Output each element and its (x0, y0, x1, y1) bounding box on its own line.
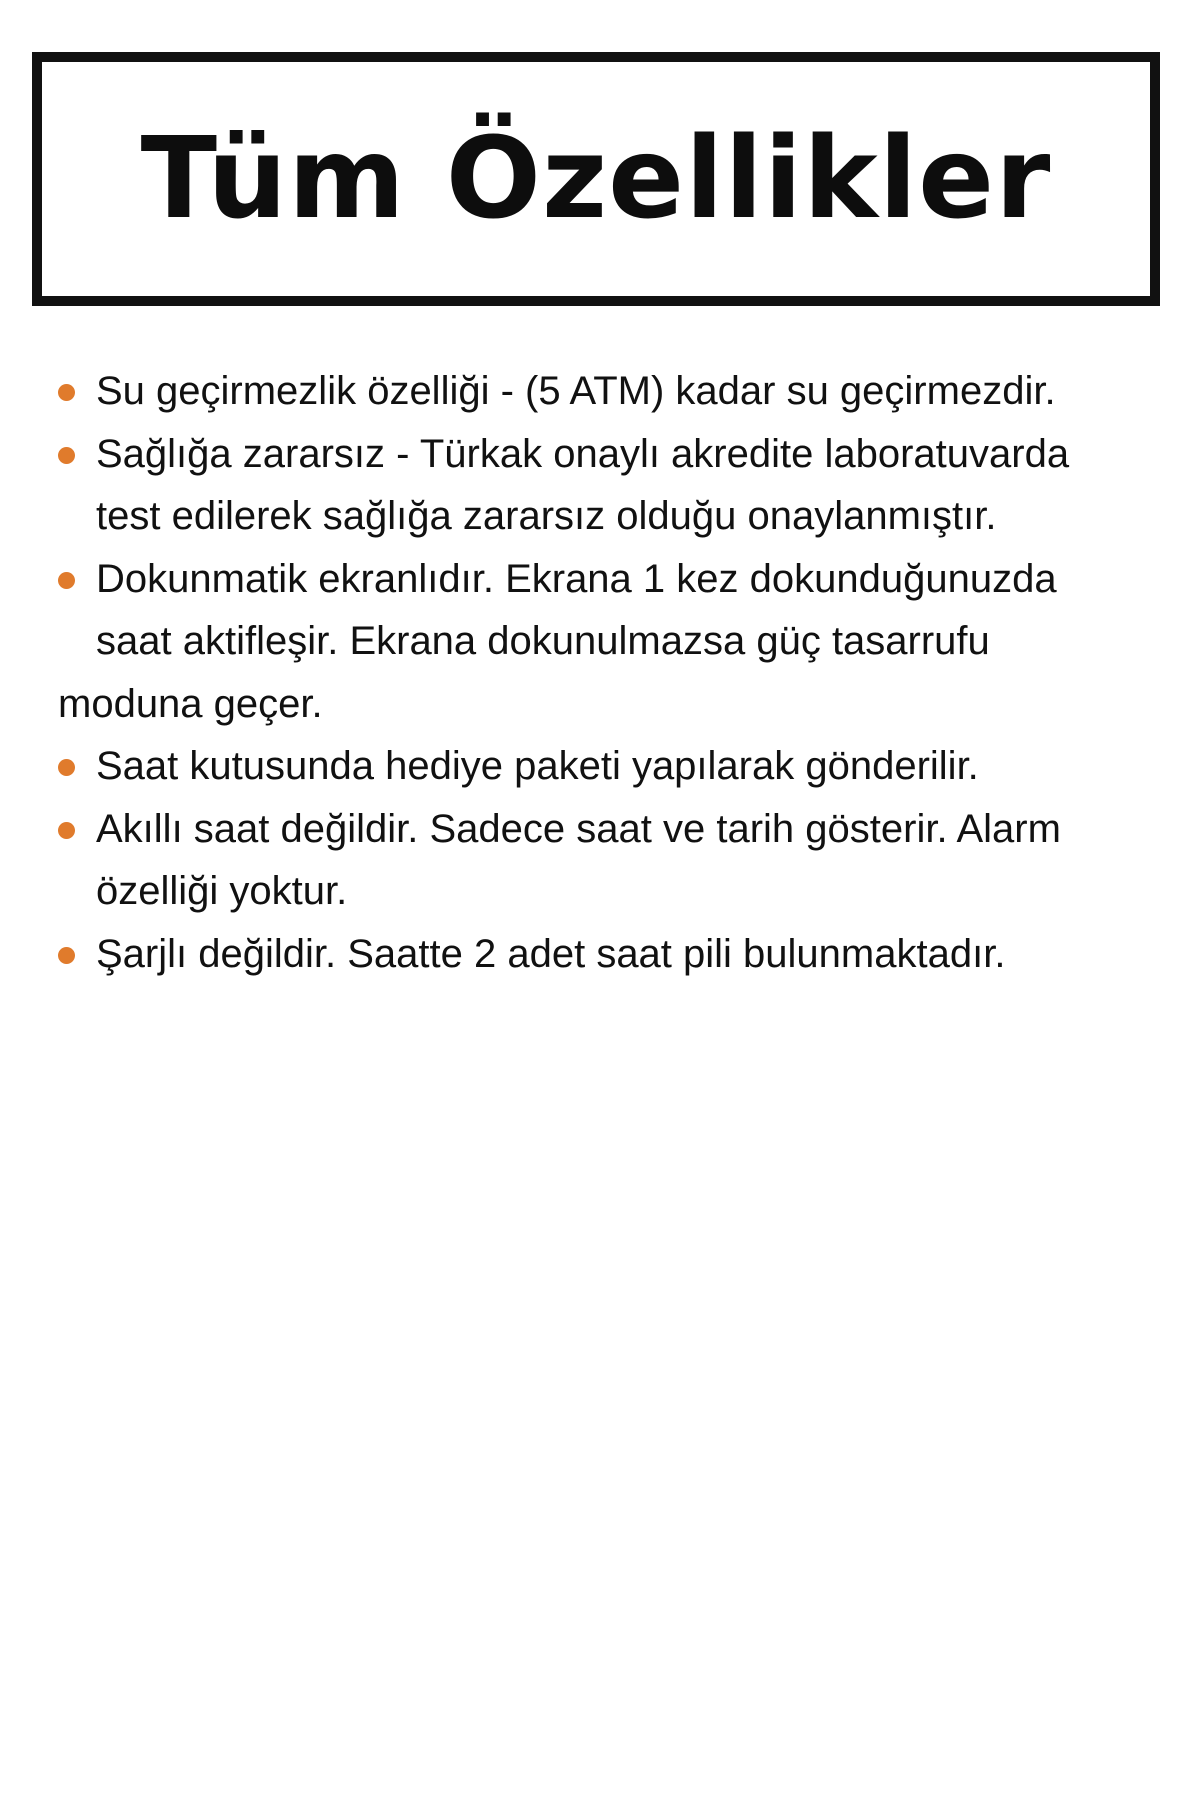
feature-line: özelliği yoktur. (96, 869, 348, 913)
feature-line: Sağlığa zararsız - Türkak onaylı akredite laboratuvarda (96, 431, 1070, 476)
feature-item-gift-box (58, 735, 1158, 798)
feature-line: test edilerek sağlığa zararsız olduğu onaylanmıştır. (96, 494, 997, 538)
bullet-dot-icon (58, 572, 75, 589)
feature-line: moduna geçer. (58, 681, 323, 726)
feature-line: Dokunmatik ekranlıdır. Ekrana 1 kez dokunduğunuzda (96, 556, 1057, 601)
feature-line: Şarjlı değildir. Saatte 2 adet saat pili bulunmaktadır. (96, 931, 1006, 976)
bullet-dot-icon (58, 384, 75, 401)
bullet-dot-icon (58, 947, 75, 964)
bullet-dot-icon (58, 759, 75, 776)
feature-list (58, 360, 1158, 985)
title-box (32, 52, 1160, 306)
feature-item-health-safe (58, 423, 1158, 548)
bullet-dot-icon (58, 822, 75, 839)
feature-line: Su geçirmezlik özelliği - (5 ATM) kadar su geçirmezdir. (96, 369, 1056, 413)
feature-item-touchscreen (58, 548, 1158, 736)
feature-line: Akıllı saat değildir. Sadece saat ve tarih gösterir. Alarm (96, 806, 1061, 851)
feature-line: saat aktifleşir. Ekrana dokunulmazsa güç tasarrufu (96, 619, 990, 663)
feature-item-not-smart (58, 798, 1158, 923)
page-title: Tüm Özellikler (140, 114, 1052, 244)
feature-item-waterproof (58, 360, 1158, 423)
bullet-dot-icon (58, 447, 75, 464)
feature-item-battery (58, 923, 1158, 986)
feature-line: Saat kutusunda hediye paketi yapılarak gönderilir. (96, 744, 979, 788)
